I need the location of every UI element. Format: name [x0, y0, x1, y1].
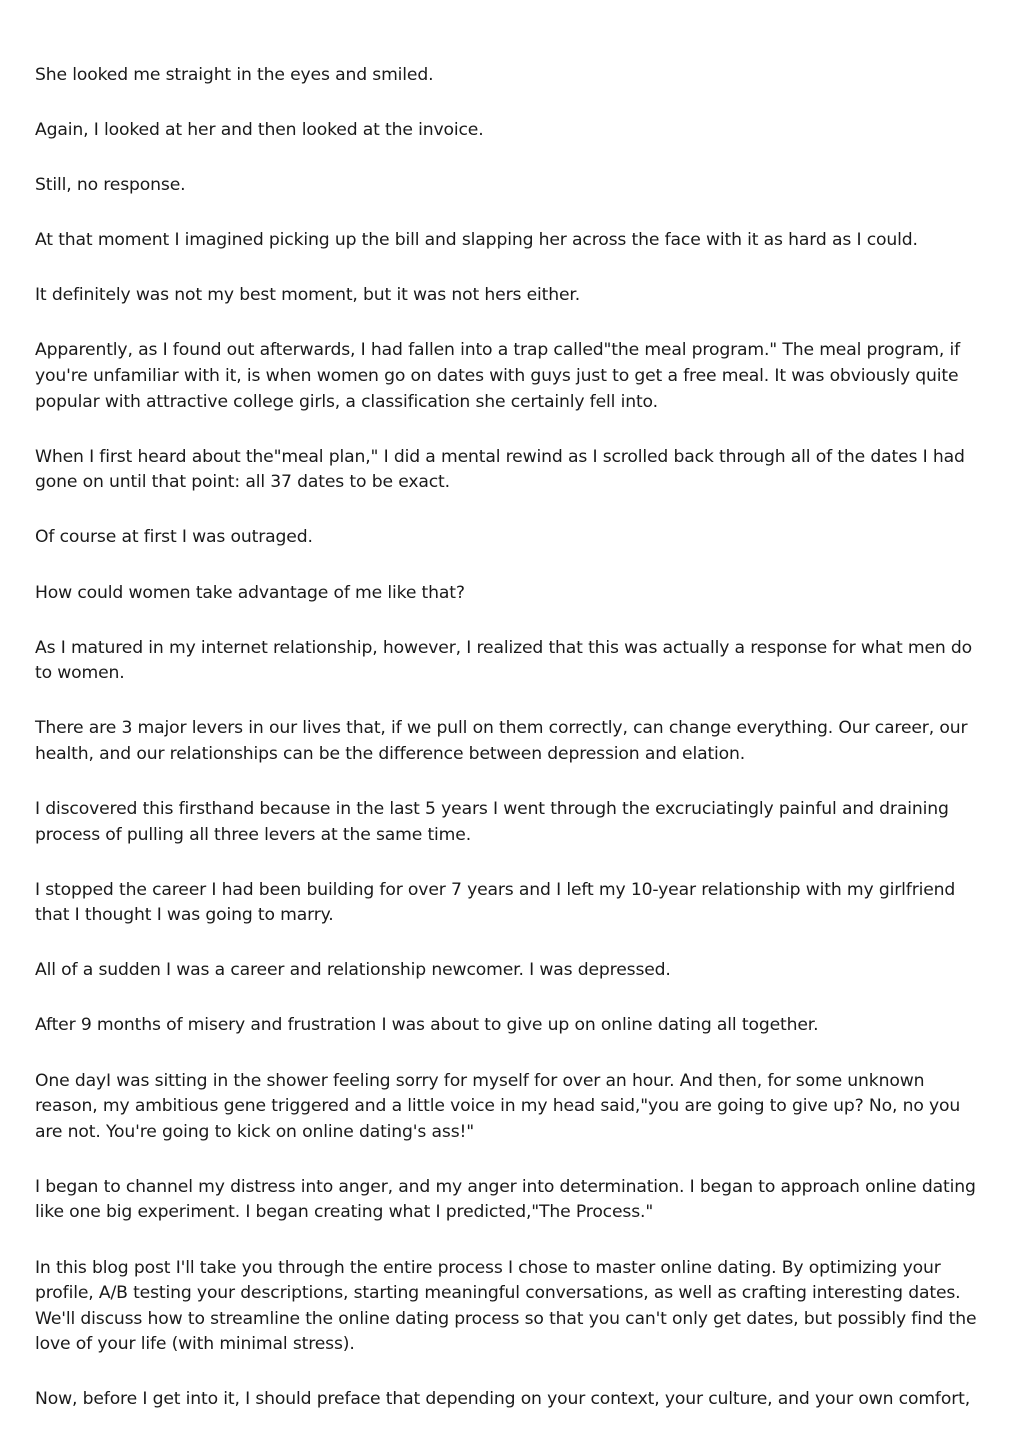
article-body	[35, 63, 991, 1443]
paragraph: She looked me straight in the eyes and smiled.	[35, 65, 434, 85]
paragraph: At that moment I imagined picking up the bill and slapping her across the face with it as hard as I could.	[35, 230, 918, 251]
paragraph: I began to channel my distress into anger, and my anger into determination. I began to approach online dating like one big experiment. I began creating what I predicted,"The Process."	[35, 1176, 976, 1223]
paragraph: When I first heard about the"meal plan," I did a mental rewind as I scrolled back through all of the dates I had gone on until that point: all 37 dates to be exact.	[35, 446, 965, 493]
paragraph: I stopped the career I had been building for over 7 years and I left my 10-year relationship with my girlfriend that I thought I was going to marry.	[35, 879, 956, 926]
paragraph: There are 3 major levers in our lives that, if we pull on them correctly, can change everything. Our career, our health, and our relationships can be the difference between depression and elation.	[35, 718, 968, 764]
paragraph: It definitely was not my best moment, but it was not hers either.	[35, 285, 581, 306]
paragraph: As I matured in my internet relationship, however, I realized that this was actually a response for what men do to women.	[35, 637, 973, 684]
paragraph: How could women take advantage of me like that?	[35, 582, 465, 603]
paragraph: Still, no response.	[35, 175, 186, 196]
paragraph: In this blog post I'll take you through the entire process I chose to master online dating. By optimizing your profile, A/B testing your descriptions, starting meaningful conversations, as well as crafting interesting dates. We'll discuss how to streamline the online dating process so that you can't only get dates, but possibly find the love of your life (with minimal stress).	[35, 1257, 977, 1355]
paragraph: Apparently, as I found out afterwards, I had fallen into a trap called"the meal program." The meal program, if you're unfamiliar with it, is when women go on dates with guys just to get a free meal. It was obviously quite popular with attractive college girls, a classification she certainly fell into.	[35, 340, 961, 412]
paragraph: All of a sudden I was a career and relationship newcomer. I was depressed.	[35, 960, 671, 981]
paragraph: Again, I looked at her and then looked at the invoice.	[35, 120, 484, 141]
paragraph: Now, before I get into it, I should preface that depending on your context, your culture, and your own comfort,	[35, 1389, 971, 1410]
paragraph: Of course at first I was outraged.	[35, 527, 313, 548]
paragraph: I discovered this firsthand because in the last 5 years I went through the excruciatingly painful and draining process of pulling all three levers at the same time.	[35, 799, 949, 845]
paragraph: One dayI was sitting in the shower feeling sorry for myself for over an hour. And then, for some unknown reason, my ambitious gene triggered and a little voice in my head said,"you are going to give up? No, no you are not. You're going to kick on online dating's ass!"	[35, 1070, 961, 1142]
paragraph: After 9 months of misery and frustration I was about to give up on online dating all together.	[35, 1015, 819, 1036]
